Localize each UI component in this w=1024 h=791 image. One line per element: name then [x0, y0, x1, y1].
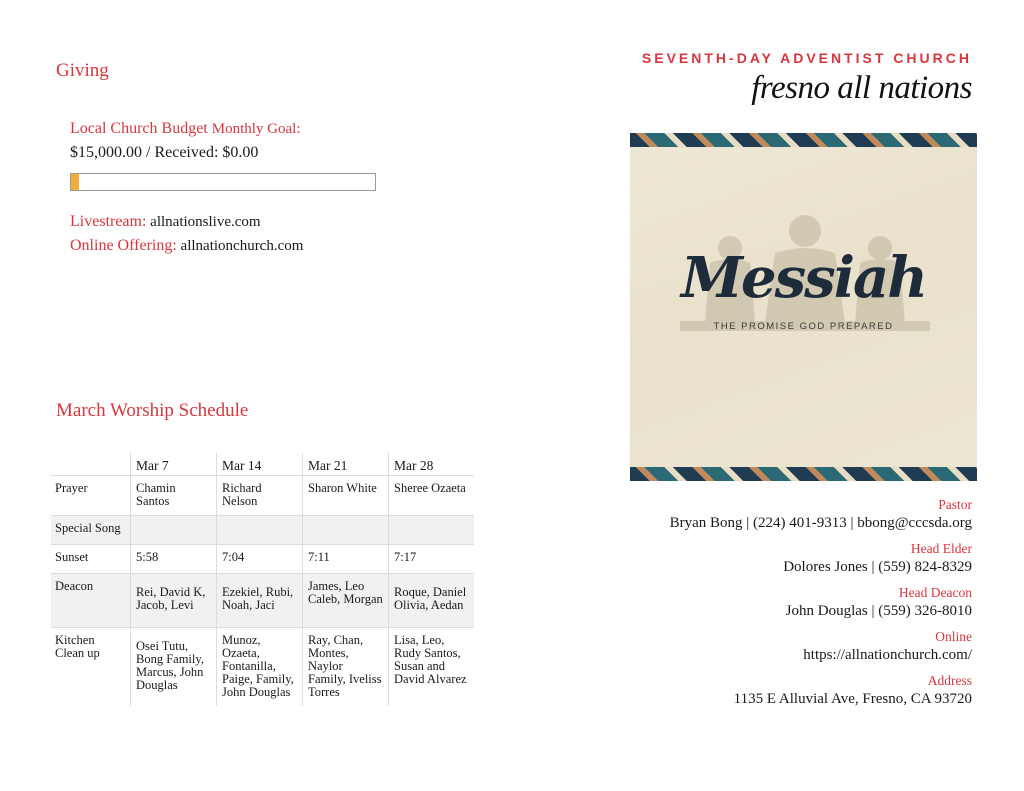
budget-block: [70, 117, 301, 164]
table-row: [51, 516, 474, 545]
contact-value: 1135 E Alluvial Ave, Fresno, CA 93720: [733, 691, 972, 707]
table-cell: 5:58: [131, 545, 217, 574]
contact-label: Head Deacon: [898, 585, 972, 600]
table-row: [51, 574, 474, 628]
table-cell: James, Leo Caleb, Morgan: [303, 574, 389, 628]
table-cell: Richard Nelson: [217, 476, 303, 516]
livestream-label: Livestream:: [70, 213, 147, 230]
table-cell: [131, 516, 217, 545]
schedule-title: March Worship Schedule: [56, 400, 249, 421]
offering-link[interactable]: allnationchurch.com: [180, 238, 304, 254]
schedule-header-row: [51, 453, 474, 476]
table-cell: Lisa, Leo, Rudy Santos, Susan and David Alvarez: [389, 628, 475, 707]
table-cell: 7:17: [389, 545, 475, 574]
online-links: [70, 210, 303, 258]
contact-value: Bryan Bong | (224) 401-9313 | bbong@cccsda.org: [669, 515, 972, 531]
column-header: Mar 7: [131, 453, 217, 476]
table-cell: Ezekiel, Rubi, Noah, Jaci: [217, 574, 303, 628]
church-name: SEVENTH-DAY ADVENTIST CHURCH: [641, 50, 972, 66]
budget-progress-fill: [71, 174, 79, 190]
contact-label: Online: [935, 629, 972, 644]
table-cell: 7:11: [303, 545, 389, 574]
worship-schedule-table: [51, 453, 474, 706]
table-cell: Rei, David K, Jacob, Levi: [131, 574, 217, 628]
row-label: Deacon: [51, 574, 131, 628]
table-cell: [217, 516, 303, 545]
contact-label: Head Elder: [910, 541, 972, 556]
table-cell: 7:04: [217, 545, 303, 574]
cover-pattern-top: [630, 133, 977, 147]
table-cell: Roque, Daniel Olivia, Aedan: [389, 574, 475, 628]
table-cell: Ray, Chan, Montes, Naylor Family, Iveliss Torres: [303, 628, 389, 707]
offering-line: [70, 234, 303, 258]
cover-pattern-bottom: [630, 467, 977, 481]
contact-value: Dolores Jones | (559) 824-8329: [783, 559, 972, 575]
row-label: Sunset: [51, 545, 131, 574]
column-header: Mar 28: [389, 453, 475, 476]
website-link[interactable]: https://allnationchurch.com/: [803, 647, 972, 663]
table-cell: [303, 516, 389, 545]
church-subtitle: fresno all nations: [751, 70, 972, 106]
budget-amounts: $15,000.00 / Received: $0.00: [70, 144, 259, 161]
header-blank: [51, 453, 131, 476]
table-cell: Munoz, Ozaeta, Fontanilla, Paige, Family, John Douglas: [217, 628, 303, 707]
cover-title: Messiah: [681, 245, 926, 311]
contact-list: [670, 496, 972, 716]
budget-label: Local Church Budget: [70, 120, 208, 137]
contact-label: Pastor: [938, 497, 972, 512]
cover-tagline: THE PROMISE GOD PREPARED: [713, 321, 894, 332]
table-row: [51, 545, 474, 574]
row-label: Prayer: [51, 476, 131, 516]
table-row: [51, 476, 474, 516]
row-label: Kitchen Clean up: [51, 628, 131, 707]
contact-value: John Douglas | (559) 326-8010: [785, 603, 972, 619]
monthly-goal-label: Monthly Goal:: [211, 121, 301, 137]
column-header: Mar 21: [303, 453, 389, 476]
table-cell: Chamin Santos: [131, 476, 217, 516]
table-row: [51, 628, 474, 707]
table-cell: Sheree Ozaeta: [389, 476, 475, 516]
sermon-series-cover: [630, 133, 977, 481]
livestream-link[interactable]: allnationslive.com: [150, 214, 261, 230]
giving-title: Giving: [56, 60, 109, 81]
table-cell: Osei Tutu, Bong Family, Marcus, John Douglas: [131, 628, 217, 707]
livestream-line: [70, 210, 303, 234]
budget-progress-bar: [70, 173, 376, 191]
table-cell: Sharon White: [303, 476, 389, 516]
row-label: Special Song: [51, 516, 131, 545]
contact-label: Address: [927, 673, 972, 688]
column-header: Mar 14: [217, 453, 303, 476]
table-cell: [389, 516, 475, 545]
offering-label: Online Offering:: [70, 237, 177, 254]
